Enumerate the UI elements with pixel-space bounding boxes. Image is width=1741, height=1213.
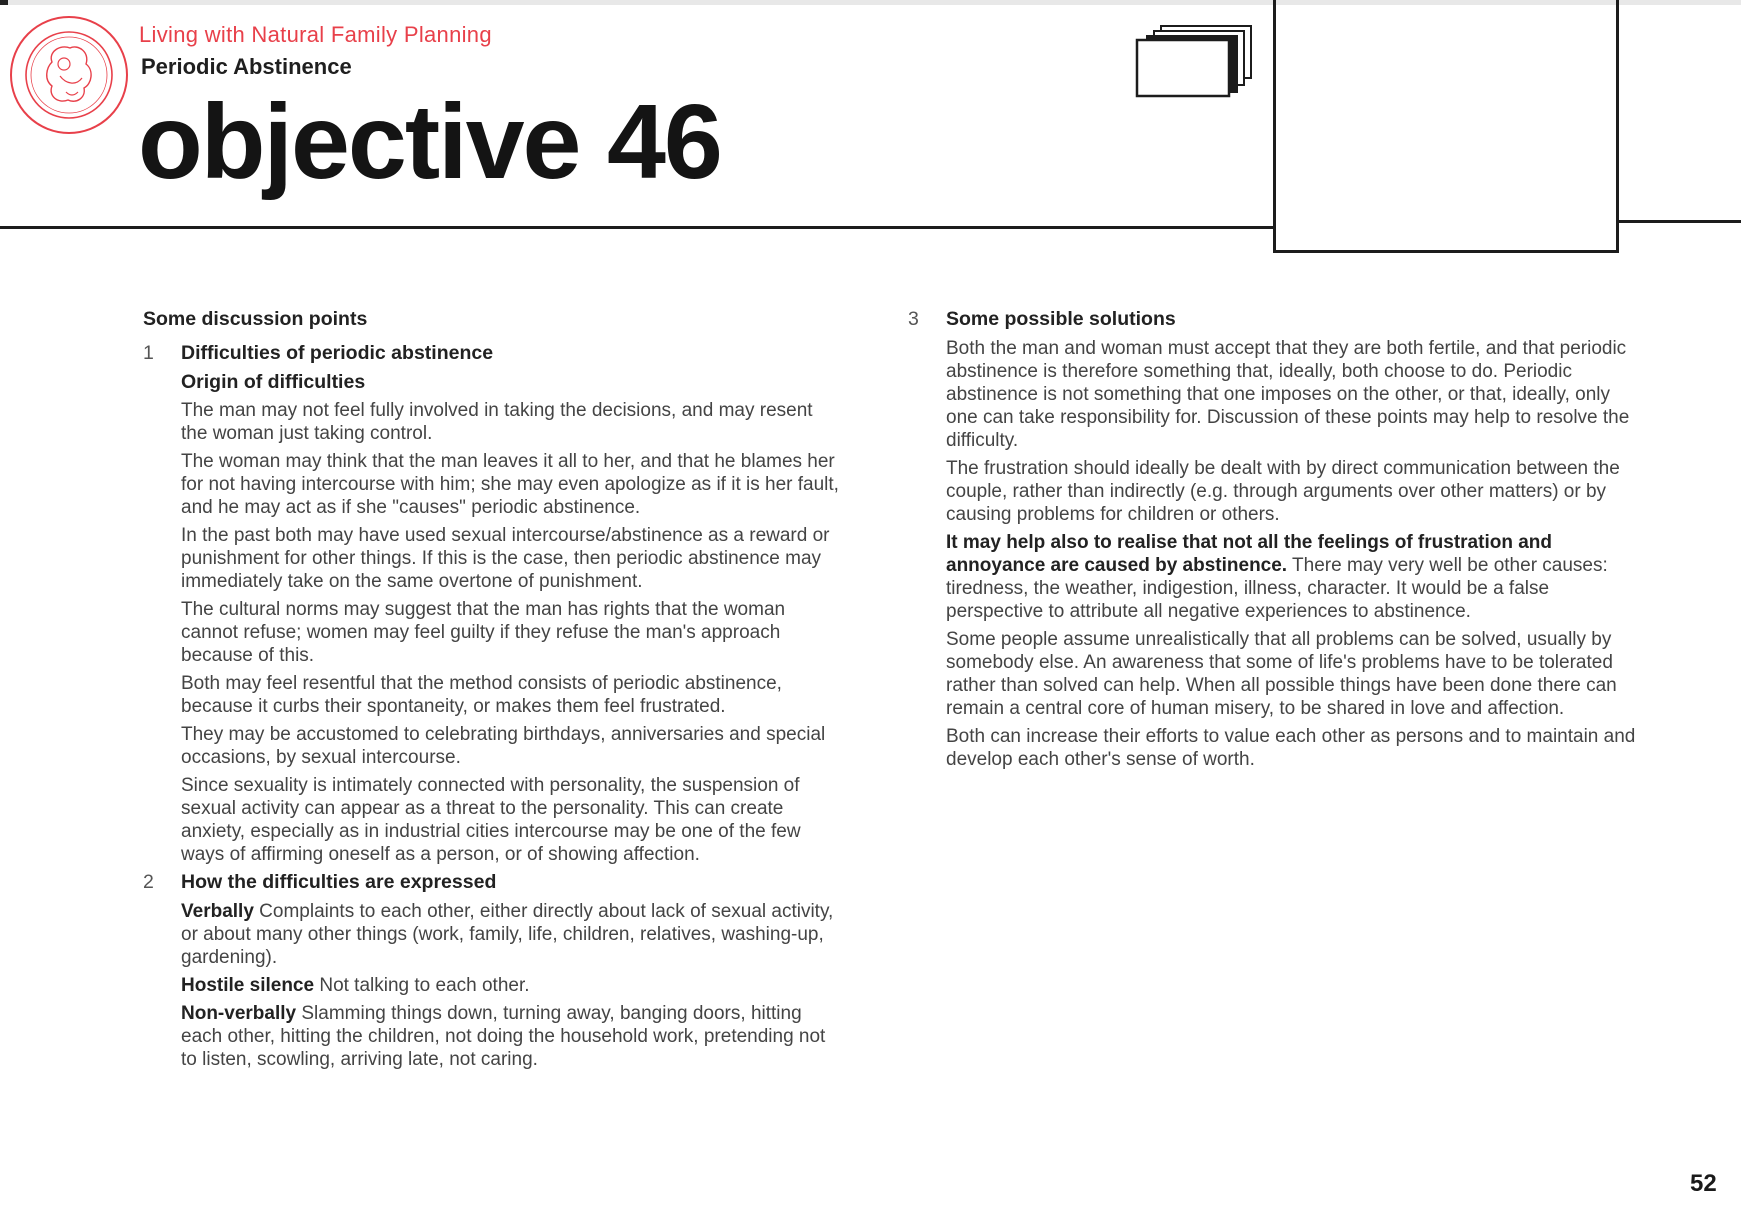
section-number: 3 [908,308,919,330]
paragraph: The frustration should ideally be dealt with by direct communication between the couple, rather than indirectly (e.g. through arguments over other matters) or by causing problems for children or others. [946,458,1620,525]
embryo-seal-icon [8,14,130,136]
item-lead: Non-verbally [181,1003,297,1024]
header-rule-right [1616,220,1741,223]
paragraph: In the past both may have used sexual intercourse/abstinence as a reward or punishment for other things. If this is the case, then periodic abstinence may immediately take on the same overtone of punishment. [181,525,830,592]
empty-frame-box [1273,0,1619,253]
item-text: Slamming things down, turning away, banging doors, hitting each other, hitting the children, not doing the household work, pretending not to listen, scowling, arriving late, not caring. [181,1003,826,1070]
paragraph: Both may feel resentful that the method consists of periodic abstinence, because it curbs their spontaneity, or makes them feel frustrated. [181,673,782,717]
right-column [908,308,1638,776]
section-title: How the difficulties are expressed [181,871,497,893]
left-column [143,308,843,1076]
paragraph: Both the man and woman must accept that they are both fertile, and that periodic abstinence is therefore something that, ideally, both choose to do. Periodic abstinence is not something that one imposes on the other, or that, ideally, only one can take responsibility for. Discussion of these points may help to resolve the difficulty. [946,338,1630,451]
section-title: Some possible solutions [946,308,1176,330]
discussion-heading: Some discussion points [143,308,368,330]
item-lead: Verbally [181,901,254,922]
emphasis-rest: There may very well be other causes: tiredness, the weather, indigestion, illness, character. It would be a false perspective to attribute all negative experiences to abstinence. [946,555,1608,622]
section-title: Difficulties of periodic abstinence [181,342,494,364]
paragraph: Both can increase their efforts to value each other as persons and to maintain and develop each other's sense of worth. [946,726,1636,770]
item-lead: Hostile silence [181,975,315,996]
paragraph: The cultural norms may suggest that the man has rights that the woman cannot refuse; women may feel guilty if they refuse the man's approach because of this. [181,599,786,666]
objective-title: objective 46 [138,83,721,201]
emphasis-lead: It may help also to realise that not all the feelings of frustration and annoyance are caused by abstinence. [946,532,1552,576]
paragraph: The woman may think that the man leaves it all to her, and that he blames her for not having intercourse with him; she may even apologize as if it is her fault, and he may act as if she "causes" periodic abstinence. [181,451,839,518]
section-1-heading [143,342,843,365]
paragraph: The man may not feel fully involved in taking the decisions, and may resent the woman just taking control. [181,400,813,444]
expression-item [143,900,843,969]
origin-subheading: Origin of difficulties [181,371,366,393]
item-text: Complaints to each other, either directly about lack of sexual activity, or about many other things (work, family, life, children, relatives, washing-up, gardening). [181,901,834,968]
item-text: Not talking to each other. [314,975,530,996]
header-rule [0,226,1275,229]
page-number: 52 [1690,1170,1717,1197]
emphasis-paragraph [908,531,1638,623]
section-number: 1 [143,342,154,364]
paragraph: Some people assume unrealistically that all problems can be solved, usually by somebody else. An awareness that some of life's problems have to be tolerated rather than solved can help. When all possible things have been done there can remain a central core of human misery, to be shared in love and affection. [946,629,1617,719]
stacked-cards-icon [1135,24,1255,99]
series-title: Living with Natural Family Planning [139,22,492,47]
section-3-heading [908,308,1638,331]
paragraph: They may be accustomed to celebrating birthdays, anniversaries and special occasions, by sexual intercourse. [181,724,826,768]
section-number: 2 [143,871,154,893]
paragraph: Since sexuality is intimately connected with personality, the suspension of sexual activity can appear as a threat to the personality. This can create anxiety, especially as in industrial cities intercourse may be one of the few ways of affirming oneself as a person, or of showing affection. [181,775,801,865]
unit-title: Periodic Abstinence [141,54,352,79]
expression-item [143,1002,843,1071]
section-2-heading [143,871,843,894]
expression-item [143,974,843,997]
